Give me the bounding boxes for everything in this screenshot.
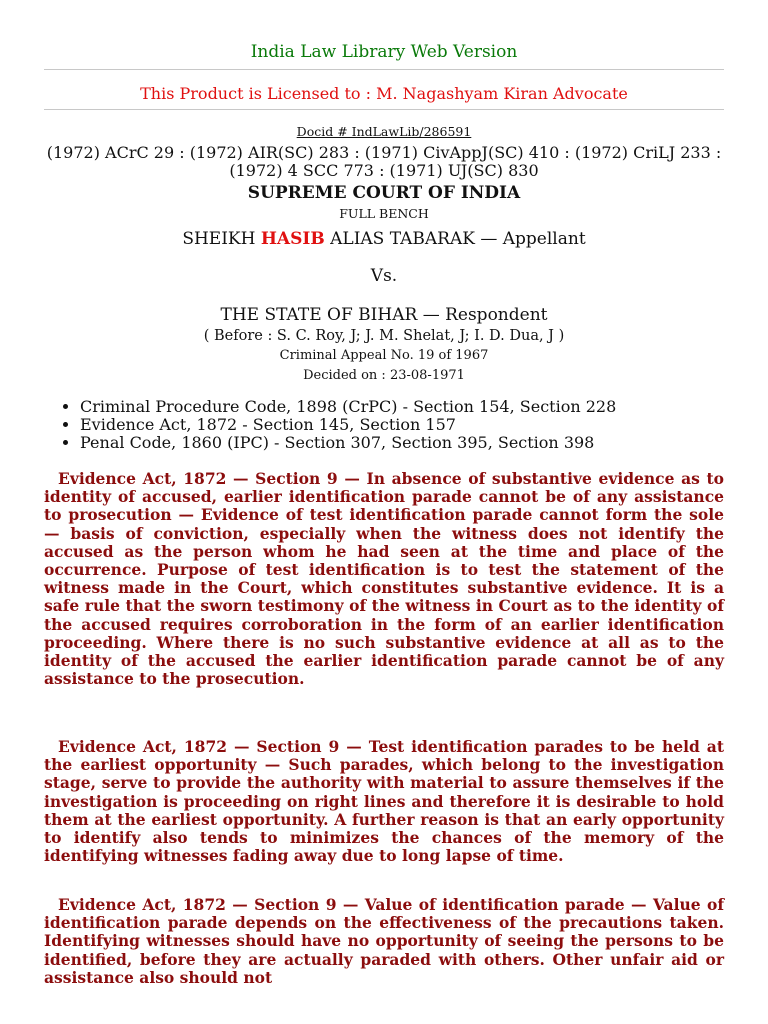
statute-item: • Criminal Procedure Code, 1898 (CrPC) - Section 154, Section 228 (80, 398, 740, 416)
headnote-paragraph: Evidence Act, 1872 — Section 9 — In absence of substantive evidence as to identity of accused, earlier identification parade cannot be of any assistance to prosecution — Evidence of test identification parade cannot form the sole — basis of conviction, especially when the witness does not identify the accused as the person whom he had seen at the time and place of the occurrence. Purpose of test identification is to test the statement of the witness made in the Court, which constitutes substantive evidence. It is a safe rule that the sworn testimony of the witness in Court as to the identity of the accused requires corroboration in the form of an earlier identification proceeding. Where there is no such substantive evidence at all as to the identity of the accused the earlier identification parade cannot be of any assistance to the prosecution. (44, 469, 724, 689)
site-title: India Law Library Web Version (250, 42, 518, 62)
license-notice: This Product is Licensed to : M. Nagashyam Kiran Advocate (140, 84, 628, 103)
decision-date: Decided on : 23-08-1971 (303, 368, 465, 383)
appeal-number: Criminal Appeal No. 19 of 1967 (279, 348, 489, 363)
versus: Vs. (370, 266, 398, 286)
bench-type: FULL BENCH (339, 206, 429, 221)
appellant-prefix: SHEIKH (182, 229, 261, 249)
court-name: SUPREME COURT OF INDIA (247, 183, 521, 203)
divider-top (44, 69, 724, 70)
appellant-highlight: HASIB (260, 229, 325, 249)
statute-item: • Penal Code, 1860 (IPC) - Section 307, Section 395, Section 398 (80, 434, 740, 452)
respondent: THE STATE OF BIHAR — Respondent (220, 305, 548, 325)
bench-judges: ( Before : S. C. Roy, J; J. M. Shelat, J; I. D. Dua, J ) (203, 328, 565, 344)
case-citation: (1972) ACrC 29 : (1972) AIR(SC) 283 : (1971) CivAppJ(SC) 410 : (1972) CriLJ 233 : (1972) 4 SCC 773 : (1971) UJ(SC) 830 (46, 143, 722, 180)
statute-item: • Evidence Act, 1872 - Section 145, Section 157 (80, 416, 740, 434)
docid-link[interactable]: Docid # IndLawLib/286591 (296, 124, 472, 139)
headnote-paragraph: Evidence Act, 1872 — Section 9 — Value of identification parade — Value of identification parade depends on the effectiveness of the precautions taken. Identifying witnesses should have no opportunity of seeing the persons to be identified, before they are actually paraded with others. Other unfair aid or assistance also should not (44, 895, 724, 987)
appellant-suffix: ALIAS TABARAK — Appellant (324, 229, 586, 249)
divider-bottom (44, 109, 724, 110)
statute-list (42, 398, 740, 452)
appellant (0, 229, 768, 249)
headnote-paragraph: Evidence Act, 1872 — Section 9 — Test identification parades to be held at the earliest opportunity — Such parades, which belong to the investigation stage, serve to provide the authority with material to assure themselves if the investigation is proceeding on right lines and therefore it is desirable to hold them at the earliest opportunity. A further reason is that an early opportunity to identify also tends to minimizes the chances of the memory of the identifying witnesses fading away due to long lapse of time. (44, 737, 724, 866)
